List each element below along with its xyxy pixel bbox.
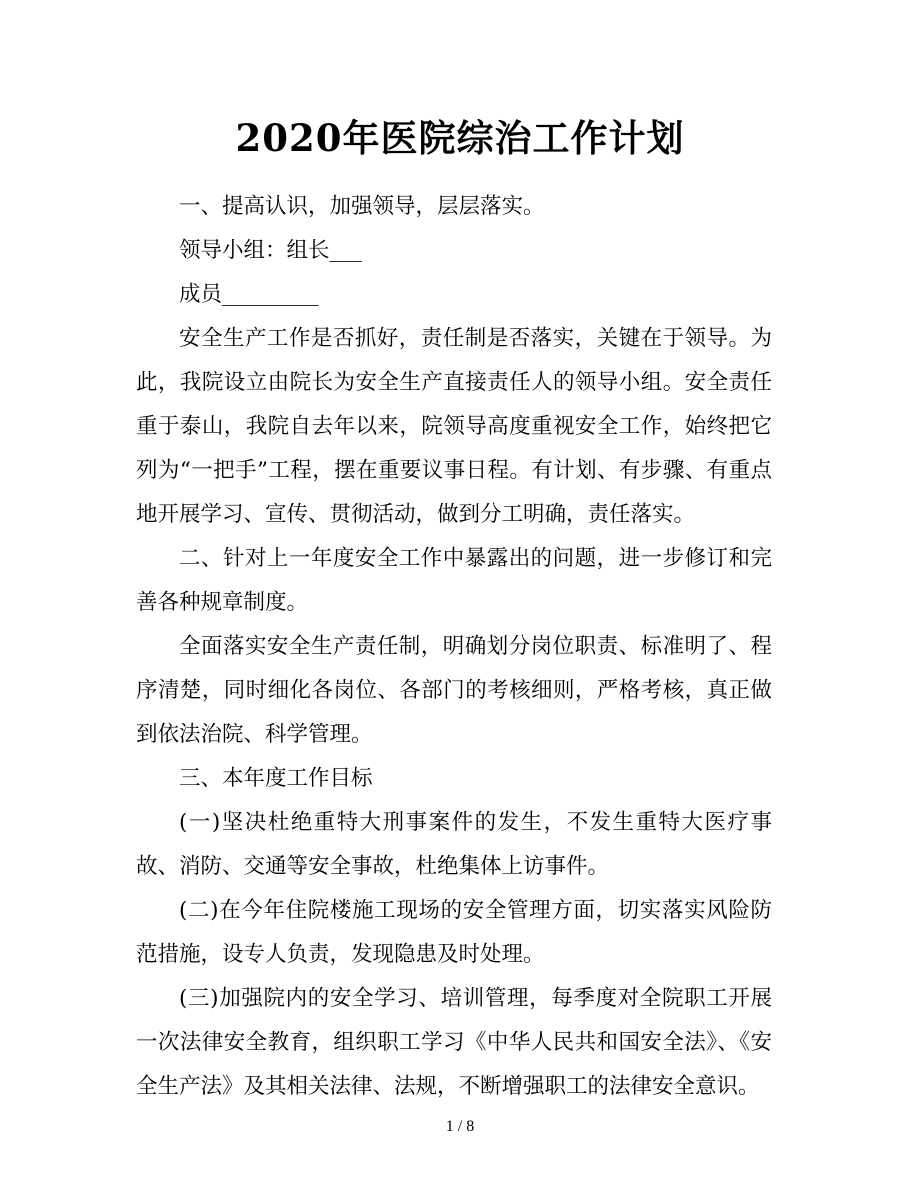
goal-item-1: (一)坚决杜绝重特大刑事案件的发生，不发生重特大医疗事故、消防、交通等安全事故，杜绝集体上访事件。 xyxy=(136,810,772,879)
document-body xyxy=(136,185,772,1109)
section-heading-1: 一、提高认识，加强领导，层层落实。 xyxy=(179,194,545,219)
goal-item-3: (三)加强院内的安全学习、培训管理，每季度对全院职工开展一次法律安全教育，组织职工学习《中华人民共和国安全法》、《安全生产法》及其相关法律、法规，不断增强职工的法律安全意识。 xyxy=(136,986,772,1099)
page-number: 1 / 8 xyxy=(445,1118,475,1135)
goal-item-2: (二)在今年住院楼施工现场的安全管理方面，切实落实风险防范措施，设专人负责，发现隐患及时处理。 xyxy=(136,898,772,967)
document-title: 2020年医院综治工作计划 xyxy=(235,116,685,160)
section-heading-3: 三、本年度工作目标 xyxy=(179,766,373,791)
paragraph-responsibility: 安全生产工作是否抓好，责任制是否落实，关键在于领导。为此，我院设立由院长为安全生产直接责任人的领导小组。安全责任重于泰山，我院自去年以来，院领导高度重视安全工作，始终把它列为“一把手”工程，摆在重要议事日程。有计划、有步骤、有重点地开展学习、宣传、贯彻活动，做到分工明确，责任落实。 xyxy=(136,326,772,527)
leader-group-line: 领导小组：组长___ xyxy=(179,238,362,263)
members-line: 成员_________ xyxy=(179,282,319,307)
paragraph-regulations: 全面落实安全生产责任制，明确划分岗位职责、标准明了、程序清楚，同时细化各岗位、各部门的考核细则，严格考核，真正做到依法治院、科学管理。 xyxy=(136,634,772,747)
section-heading-2: 二、针对上一年度安全工作中暴露出的问题，进一步修订和完善各种规章制度。 xyxy=(136,546,772,615)
